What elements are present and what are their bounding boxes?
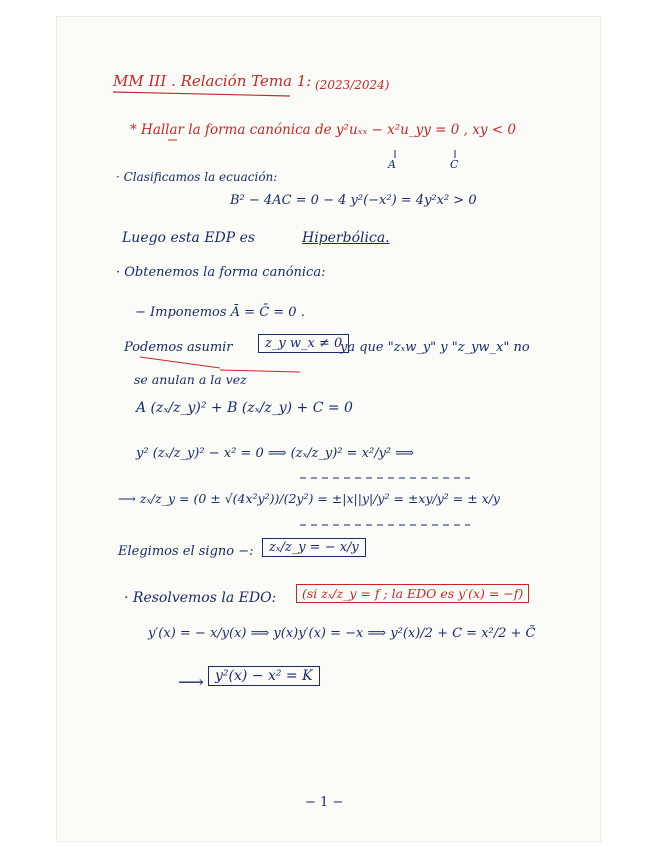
conclusion-prefix: Luego esta EDP es [122, 230, 256, 246]
mark-c: C [450, 158, 459, 171]
impose-line: − Imponemos Ā = C̄ = 0 . [135, 305, 305, 320]
equation-substitution: y² (zₓ/z_y)² − x² = 0 ⟹ (zₓ/z_y)² = x²/y² ⟹ [136, 446, 414, 461]
choose-sign: Elegimos el signo −: [118, 544, 254, 559]
mark-a: A [388, 158, 396, 171]
obtain-heading: · Obtenemos la forma canónica: [116, 265, 326, 280]
assume-suffix: ya que "zₓw_y" y "z_yw_x" no [340, 340, 530, 355]
assume-box: z_y w_x ≠ 0 [258, 334, 349, 353]
bleed-through-text [457, 57, 647, 797]
solve-heading: · Resolvemos la EDO: [124, 590, 277, 606]
result-box: y²(x) − x² = K [208, 666, 320, 686]
equation-root: ⟶ zₓ/z_y = (0 ± √(4x²y²))/(2y²) = ±|x||y|/y² = ±xy/y² = ± x/y [118, 491, 500, 506]
vanish-line: se anulan a la vez [134, 372, 247, 387]
classify-heading: · Clasificamos la ecuación: [116, 170, 278, 184]
equation-a: A (zₓ/z_y)² + B (zₓ/z_y) + C = 0 [136, 400, 353, 416]
solve-note: (si zₓ/z_y = f ; la EDO es y′(x) = −f) [296, 584, 529, 603]
page-number: − 1 − [305, 795, 344, 810]
header-title: MM III . Relación Tema 1: [113, 72, 312, 90]
result-arrow: ⟶ [178, 672, 204, 693]
header-year: (2023/2024) [315, 78, 390, 92]
conclusion-word: Hiperbólica. [302, 230, 390, 246]
assume-prefix: Podemos asumir [124, 340, 233, 355]
discriminant-line: B² − 4AC = 0 − 4 y²(−x²) = 4y²x² > 0 [230, 193, 477, 208]
ode-line: y′(x) = − x/y(x) ⟹ y(x)y′(x) = −x ⟹ y²(x)/2 + C = x²/2 + C̃ [148, 626, 536, 641]
paper-sheet [56, 16, 601, 842]
problem-statement: * Hallar la forma canónica de y²uₓₓ − x²u_yy = 0 , xy < 0 [130, 122, 516, 138]
chosen-ratio-box: zₓ/z_y = − x/y [262, 538, 366, 557]
